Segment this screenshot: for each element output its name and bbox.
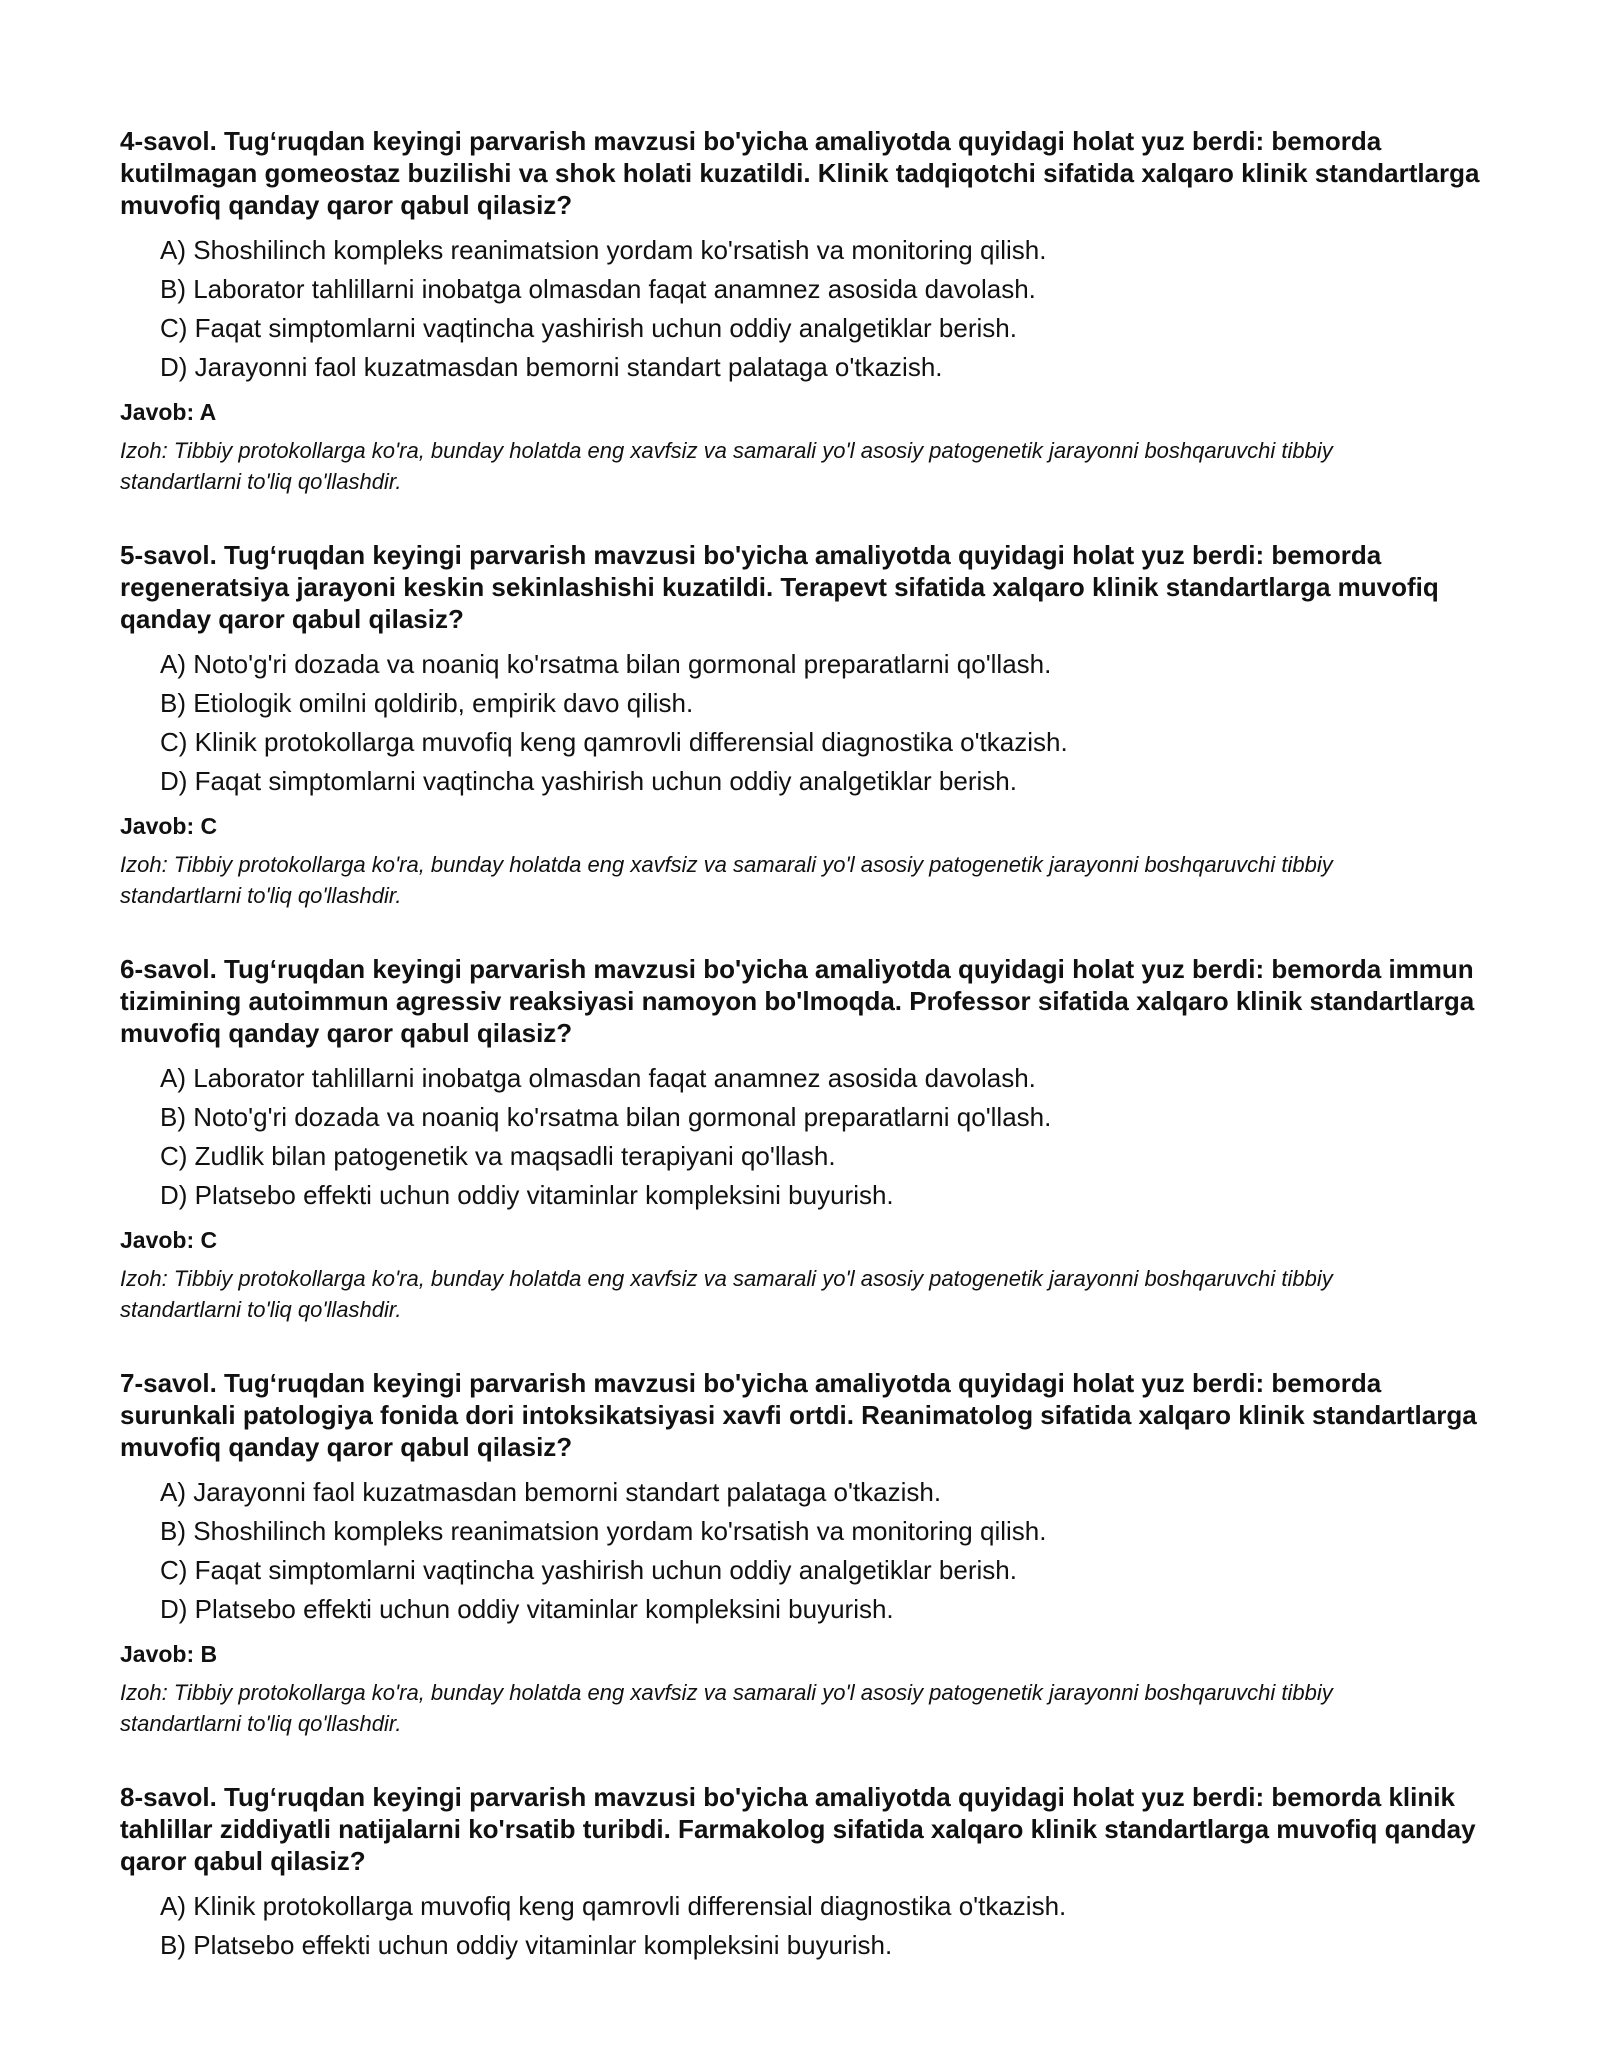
explanation-note: Izoh: Tibbiy protokollarga ko'ra, bunday holatda eng xavfsiz va samarali yo'l asosiy patogenetik jarayonni boshqaruvchi tibbiy standartlarni to'liq qo'llashdir. — [120, 1680, 1333, 1736]
question-block — [120, 125, 1500, 497]
question-title: 6-savol. Tug‘ruqdan keyingi parvarish mavzusi bo'yicha amaliyotda quyidagi holat yuz berdi: bemorda immun tizimining autoimmun agressiv reaksiyasi namoyon bo'lmoqda. Professor sifatida xalqaro klinik standartlarga muvofiq qanday qaror qabul qilasiz? — [120, 954, 1475, 1048]
question-block — [120, 1367, 1500, 1739]
option-d: D) Faqat simptomlarni vaqtincha yashirish uchun oddiy analgetiklar berish. — [160, 766, 1017, 796]
option-b: B) Platsebo effekti uchun oddiy vitaminlar kompleksini buyurish. — [160, 1930, 893, 1960]
option-b: B) Etiologik omilni qoldirib, empirik davo qilish. — [160, 688, 694, 718]
option-a: A) Noto'g'ri dozada va noaniq ko'rsatma bilan gormonal preparatlarni qo'llash. — [160, 649, 1052, 679]
option-c: C) Zudlik bilan patogenetik va maqsadli terapiyani qo'llash. — [160, 1141, 836, 1171]
question-block — [120, 539, 1500, 911]
option-c: C) Faqat simptomlarni vaqtincha yashirish uchun oddiy analgetiklar berish. — [160, 313, 1017, 343]
option-a: A) Laborator tahlillarni inobatga olmasdan faqat anamnez asosida davolash. — [160, 1063, 1036, 1093]
option-b: B) Laborator tahlillarni inobatga olmasdan faqat anamnez asosida davolash. — [160, 274, 1036, 304]
option-c: C) Faqat simptomlarni vaqtincha yashirish uchun oddiy analgetiklar berish. — [160, 1555, 1017, 1585]
option-a: A) Shoshilinch kompleks reanimatsion yordam ko'rsatish va monitoring qilish. — [160, 235, 1047, 265]
answer-label: Javob: B — [120, 1641, 218, 1667]
option-a: A) Klinik protokollarga muvofiq keng qamrovli differensial diagnostika o'tkazish. — [160, 1891, 1067, 1921]
option-list — [160, 1887, 1500, 1965]
option-list — [160, 231, 1500, 387]
option-a: A) Jarayonni faol kuzatmasdan bemorni standart palataga o'tkazish. — [160, 1477, 942, 1507]
option-c: C) Klinik protokollarga muvofiq keng qamrovli differensial diagnostika o'tkazish. — [160, 727, 1068, 757]
question-title: 8-savol. Tug‘ruqdan keyingi parvarish mavzusi bo'yicha amaliyotda quyidagi holat yuz berdi: bemorda klinik tahlillar ziddiyatli natijalarni ko'rsatib turibdi. Farmakolog sifatida xalqaro klinik standartlarga muvofiq qanday qaror qabul qilasiz? — [120, 1782, 1476, 1876]
answer-label: Javob: C — [120, 1227, 218, 1253]
answer-label: Javob: A — [120, 399, 217, 425]
explanation-note: Izoh: Tibbiy protokollarga ko'ra, bunday holatda eng xavfsiz va samarali yo'l asosiy patogenetik jarayonni boshqaruvchi tibbiy standartlarni to'liq qo'llashdir. — [120, 1266, 1333, 1322]
option-d: D) Platsebo effekti uchun oddiy vitaminlar kompleksini buyurish. — [160, 1594, 894, 1624]
question-title: 7-savol. Tug‘ruqdan keyingi parvarish mavzusi bo'yicha amaliyotda quyidagi holat yuz berdi: bemorda surunkali patologiya fonida dori intoksikatsiyasi xavfi ortdi. Reanimatolog sifatida xalqaro klinik standartlarga muvofiq qanday qaror qabul qilasiz? — [120, 1368, 1477, 1462]
option-list — [160, 1059, 1500, 1215]
option-list — [160, 1473, 1500, 1629]
explanation-note: Izoh: Tibbiy protokollarga ko'ra, bunday holatda eng xavfsiz va samarali yo'l asosiy patogenetik jarayonni boshqaruvchi tibbiy standartlarni to'liq qo'llashdir. — [120, 438, 1333, 494]
explanation-note: Izoh: Tibbiy protokollarga ko'ra, bunday holatda eng xavfsiz va samarali yo'l asosiy patogenetik jarayonni boshqaruvchi tibbiy standartlarni to'liq qo'llashdir. — [120, 852, 1333, 908]
question-title: 5-savol. Tug‘ruqdan keyingi parvarish mavzusi bo'yicha amaliyotda quyidagi holat yuz berdi: bemorda regeneratsiya jarayoni keskin sekinlashishi kuzatildi. Terapevt sifatida xalqaro klinik standartlarga muvofiq qanday qaror qabul qilasiz? — [120, 540, 1439, 634]
option-list — [160, 645, 1500, 801]
question-block — [120, 953, 1500, 1325]
answer-label: Javob: C — [120, 813, 218, 839]
option-d: D) Jarayonni faol kuzatmasdan bemorni standart palataga o'tkazish. — [160, 352, 943, 382]
question-block — [120, 1781, 1500, 1965]
option-b: B) Noto'g'ri dozada va noaniq ko'rsatma bilan gormonal preparatlarni qo'llash. — [160, 1102, 1052, 1132]
option-b: B) Shoshilinch kompleks reanimatsion yordam ko'rsatish va monitoring qilish. — [160, 1516, 1047, 1546]
option-d: D) Platsebo effekti uchun oddiy vitaminlar kompleksini buyurish. — [160, 1180, 894, 1210]
question-title: 4-savol. Tug‘ruqdan keyingi parvarish mavzusi bo'yicha amaliyotda quyidagi holat yuz berdi: bemorda kutilmagan gomeostaz buzilishi va shok holati kuzatildi. Klinik tadqiqotchi sifatida xalqaro klinik standartlarga muvofiq qanday qaror qabul qilasiz? — [120, 126, 1480, 220]
